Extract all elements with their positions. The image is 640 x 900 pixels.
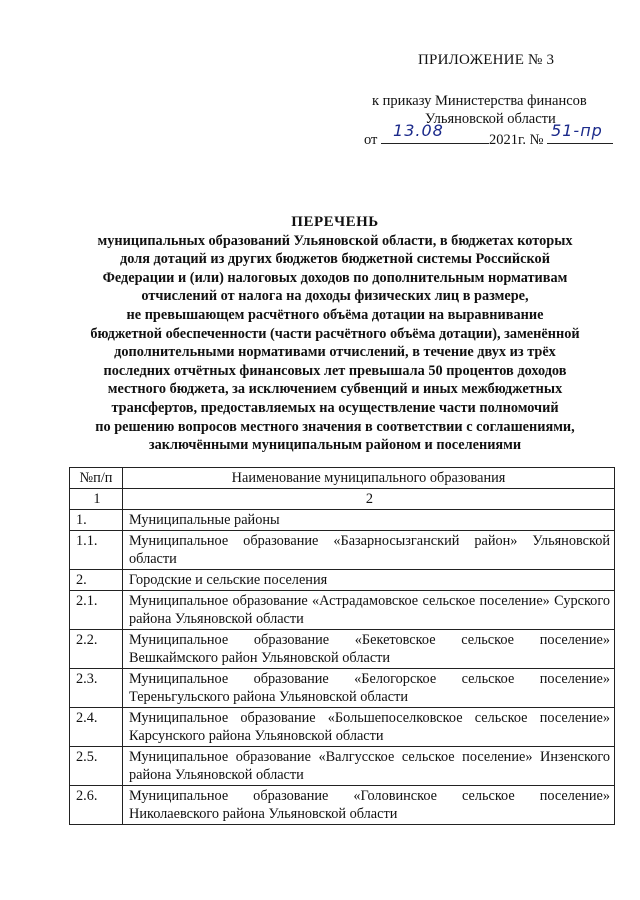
row-name: Муниципальное образование «Белогорское сельское поселение» Тереньгульского района Ульяновской области	[123, 669, 615, 708]
row-name: Муниципальное образование «Валгусское сельское поселение» Инзенского района Ульяновской области	[123, 747, 615, 786]
row-number: 2.	[70, 570, 123, 591]
handwritten-date: 13.08	[393, 121, 444, 140]
table-header-row	[70, 468, 615, 489]
handwritten-order-number: 51-пр	[551, 121, 603, 140]
row-number: 2.5.	[70, 747, 123, 786]
title-line: по решению вопросов местного значения в соответствии с соглашениями,	[95, 418, 575, 435]
row-number: 2.2.	[70, 630, 123, 669]
order-date-line	[364, 121, 613, 149]
row-name: Муниципальное образование «Головинское сельское поселение» Николаевского района Ульяновской области	[123, 786, 615, 825]
table-row	[70, 531, 615, 570]
row-number: 2.6.	[70, 786, 123, 825]
appendix-label: ПРИЛОЖЕНИЕ № 3	[418, 52, 555, 68]
column-number-1: 1	[70, 489, 123, 510]
table-row	[70, 630, 615, 669]
title-line: муниципальных образований Ульяновской области, в бюджетах которых	[97, 232, 573, 249]
municipalities-table	[69, 467, 615, 825]
row-number: 2.1.	[70, 591, 123, 630]
date-fill-line	[381, 121, 489, 144]
column-number-2: 2	[123, 489, 615, 510]
row-name: Муниципальное образование «Базарносызганский район» Ульяновской области	[123, 531, 615, 570]
section-row	[70, 510, 615, 531]
header-name: Наименование муниципального образования	[123, 468, 615, 489]
title-heading: ПЕРЕЧЕНЬ	[291, 214, 379, 230]
row-name: Муниципальные районы	[123, 510, 615, 531]
order-reference-line2: Ульяновской области	[425, 111, 556, 127]
title-line: последних отчётных финансовых лет превышала 50 процентов доходов	[103, 362, 567, 379]
title-line: заключёнными муниципальным районом и поселениями	[148, 437, 522, 454]
title-line: доля дотаций из других бюджетов бюджетной системы Российской	[120, 251, 550, 268]
title-line: местного бюджета, за исключением субвенций и иных межбюджетных	[107, 381, 563, 398]
title-line: Федерации и (или) налоговых доходов по дополнительным нормативам	[102, 269, 568, 286]
table-row	[70, 786, 615, 825]
title-line: отчислений от налога на доходы физических лиц в размере,	[141, 288, 529, 305]
column-number-row	[70, 489, 615, 510]
row-name: Муниципальное образование «Астрадамовское сельское поселение» Сурского района Ульяновской области	[123, 591, 615, 630]
section-row	[70, 570, 615, 591]
date-prefix: от	[364, 132, 378, 148]
table-row	[70, 591, 615, 630]
header-number: №п/п	[70, 468, 123, 489]
number-fill-line	[547, 121, 613, 144]
table-row	[70, 747, 615, 786]
row-name: Муниципальное образование «Большепоселковское сельское поселение» Карсунского района Ульяновской области	[123, 708, 615, 747]
document-title	[62, 213, 608, 455]
row-number: 1.	[70, 510, 123, 531]
table-row	[70, 708, 615, 747]
row-number: 2.3.	[70, 669, 123, 708]
table-row	[70, 669, 615, 708]
row-name: Муниципальное образование «Бекетовское сельское поселение» Вешкаймского район Ульяновской области	[123, 630, 615, 669]
order-reference-line1: к приказу Министерства финансов	[372, 93, 587, 109]
title-line: не превышающем расчётного объёма дотации на выравнивание	[126, 306, 544, 323]
title-line: трансфертов, предоставляемых на осуществление части полномочий	[111, 399, 559, 416]
title-line: бюджетной обеспеченности (части расчётного объёма дотации), заменённой	[90, 325, 580, 342]
title-line: дополнительными нормативами отчислений, в течение двух из трёх	[114, 344, 556, 361]
row-number: 1.1.	[70, 531, 123, 570]
row-name: Городские и сельские поселения	[123, 570, 615, 591]
year-and-number-label: 2021г. №	[489, 132, 544, 148]
row-number: 2.4.	[70, 708, 123, 747]
